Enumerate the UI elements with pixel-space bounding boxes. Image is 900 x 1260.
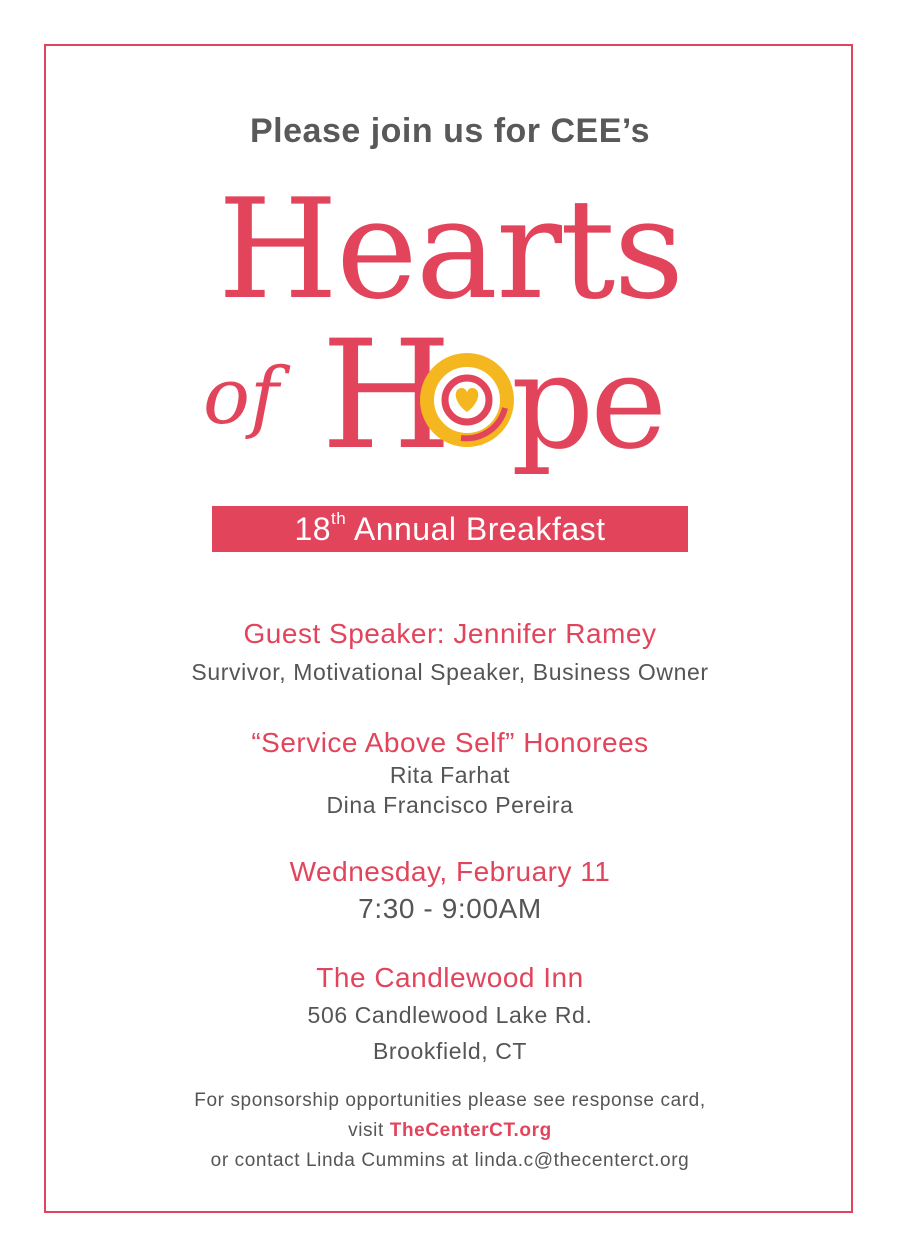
- website-link[interactable]: TheCenterCT.org: [389, 1120, 552, 1141]
- logo-pe-letters: pe: [511, 326, 664, 478]
- banner-ordinal: th: [331, 509, 347, 528]
- visit-line: [0, 1120, 900, 1142]
- event-date: Wednesday, February 11: [289, 856, 611, 887]
- event-time: 7:30 - 9:00AM: [358, 893, 542, 924]
- speaker-heading: Guest Speaker: Jennifer Ramey: [243, 618, 657, 649]
- venue-street: 506 Candlewood Lake Rd.: [307, 1002, 593, 1028]
- sponsorship-note: For sponsorship opportunities please see response card,: [194, 1090, 706, 1111]
- logo-hearts-word: Hearts: [217, 169, 683, 330]
- banner-number: 18: [294, 511, 332, 547]
- honoree-name: Rita Farhat: [389, 762, 511, 788]
- contact-line: or contact Linda Cummins at linda.c@thecenterct.org: [210, 1150, 690, 1171]
- speaker-description: Survivor, Motivational Speaker, Business Owner: [191, 659, 709, 685]
- banner-text: Annual Breakfast: [353, 511, 606, 547]
- venue-city: Brookfield, CT: [372, 1038, 528, 1064]
- intro-text: Please join us for CEE’s: [250, 112, 650, 150]
- honoree-name: Dina Francisco Pereira: [326, 792, 574, 818]
- logo-h-letter: H: [321, 309, 452, 483]
- venue-name: The Candlewood Inn: [316, 962, 584, 993]
- hearts-of-hope-logo: [195, 165, 705, 500]
- honorees-heading: “Service Above Self” Honorees: [251, 727, 649, 758]
- logo-of-word: of: [203, 352, 279, 442]
- visit-prefix: visit: [348, 1120, 384, 1141]
- annual-breakfast-banner: [212, 506, 688, 552]
